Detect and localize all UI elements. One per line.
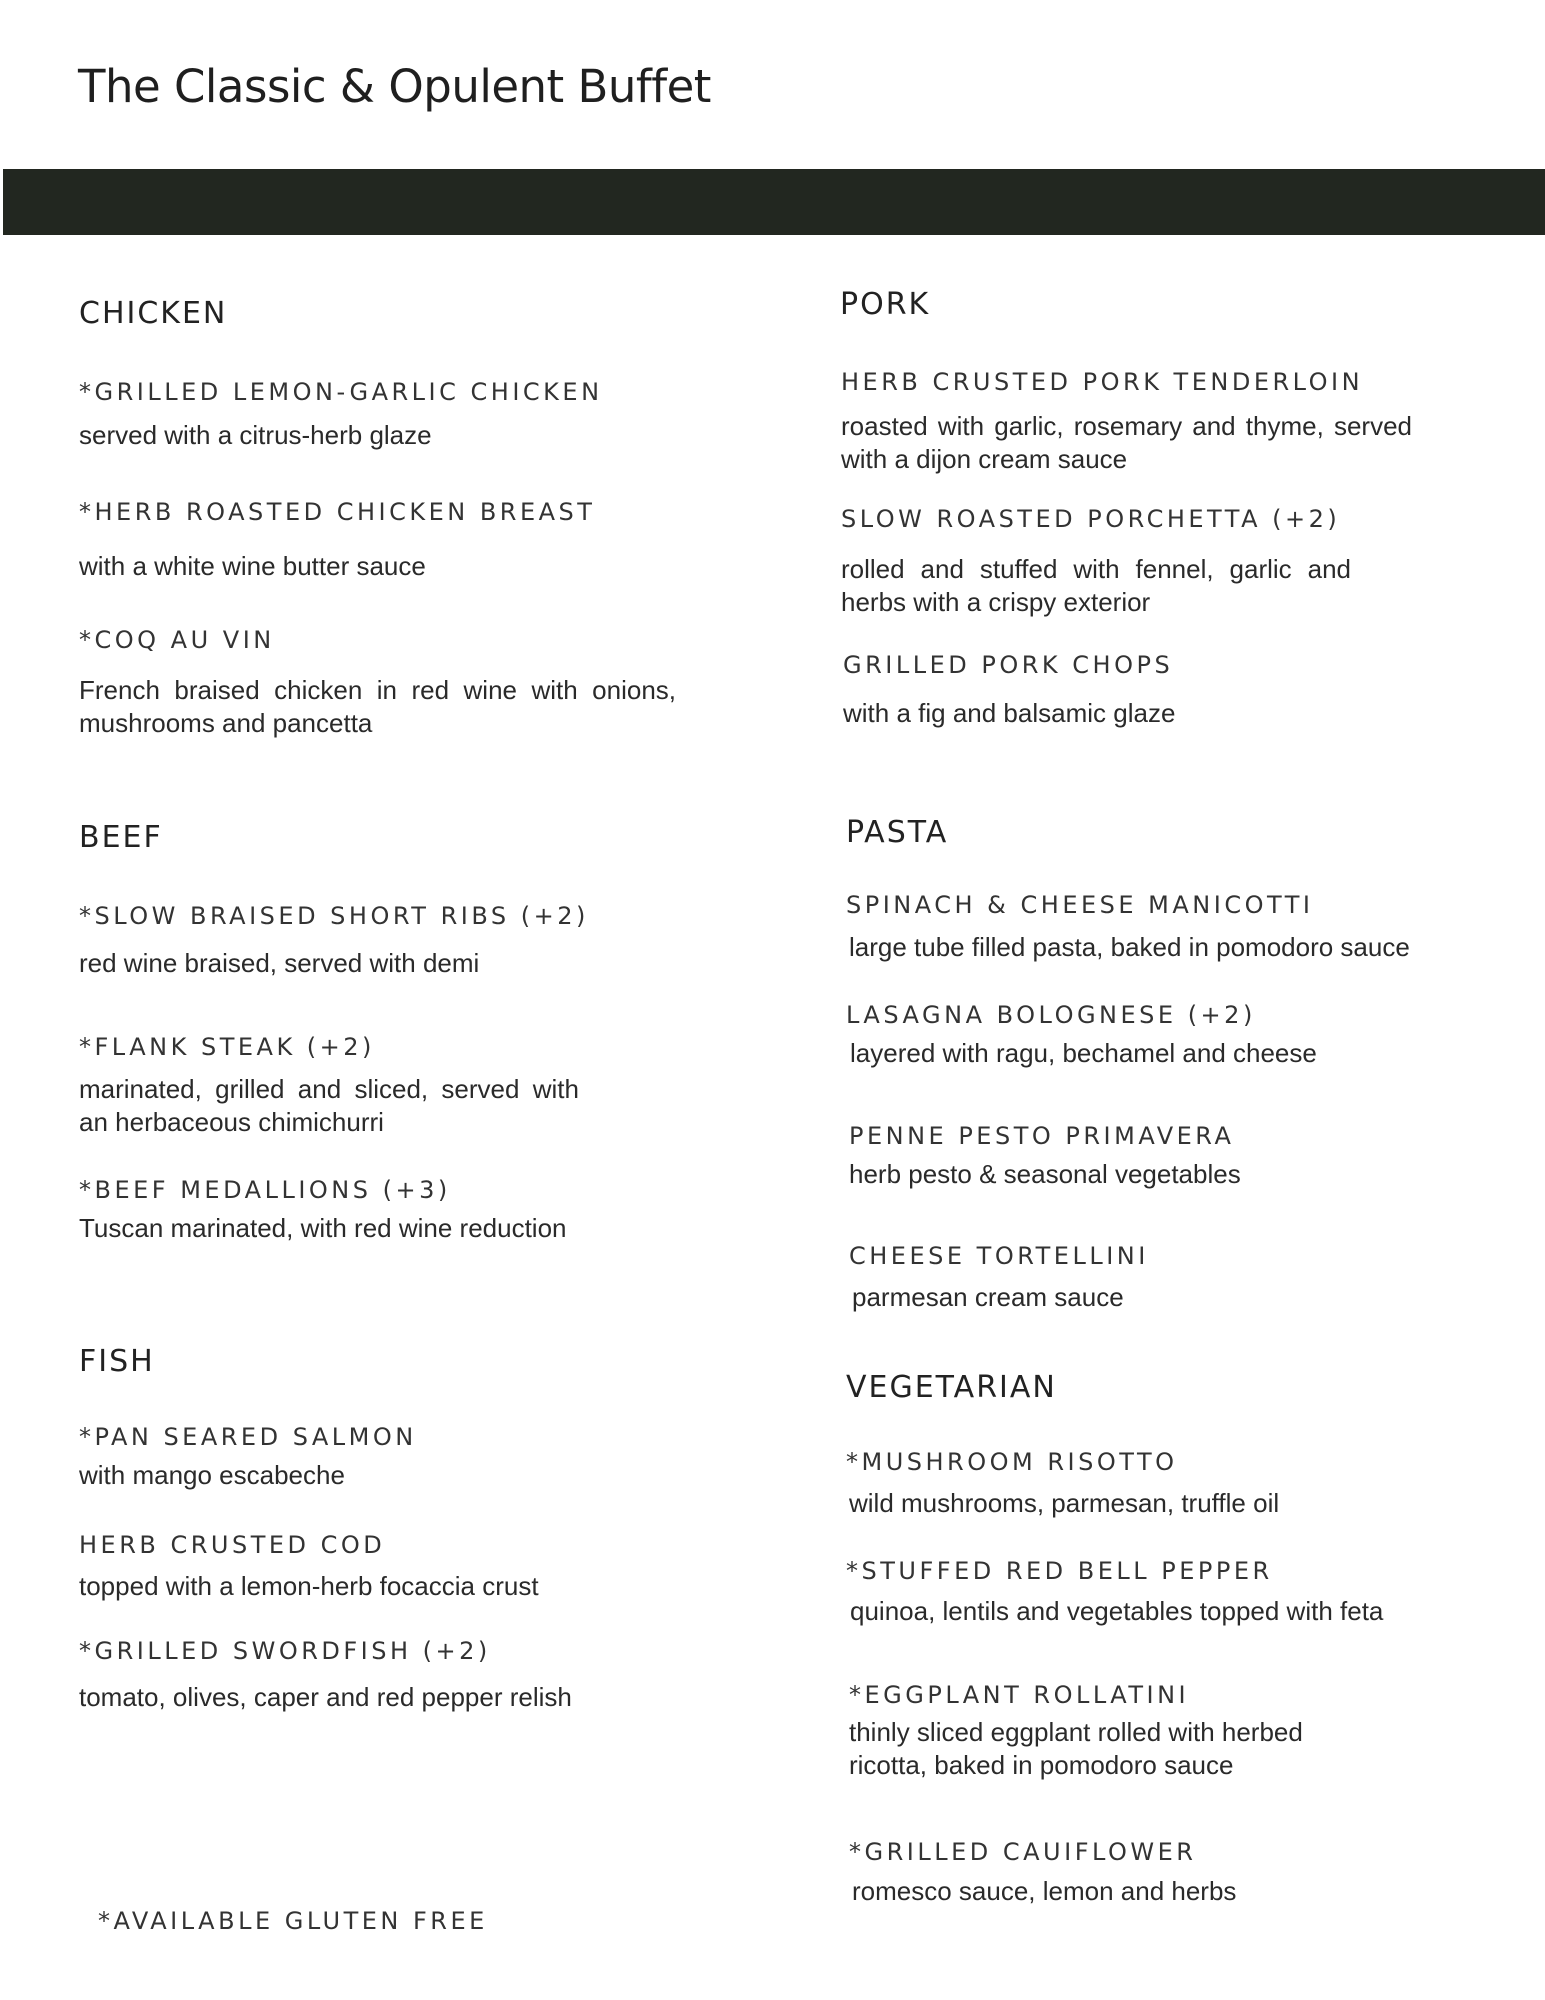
menu-item-description: herb pesto & seasonal vegetables — [849, 1159, 1241, 1189]
menu-item-description: large tube filled pasta, baked in pomodoro sauce — [849, 932, 1410, 962]
menu-item-description: French braised chicken in red wine with onions, mushrooms and pancetta — [79, 675, 676, 738]
section-heading-vegetarian: VEGETARIAN — [846, 1370, 1057, 1405]
menu-item-name: GRILLED PORK CHOPS — [843, 651, 1174, 679]
menu-item-name: SLOW ROASTED PORCHETTA (+2) — [841, 505, 1341, 533]
menu-item-description: with a fig and balsamic glaze — [843, 698, 1176, 728]
menu-item-name: *MUSHROOM RISOTTO — [846, 1448, 1178, 1476]
gluten-free-footnote: *AVAILABLE GLUTEN FREE — [98, 1907, 488, 1935]
menu-item-name: *GRILLED CAUIFLOWER — [849, 1838, 1197, 1866]
menu-item-description: Tuscan marinated, with red wine reduction — [79, 1213, 567, 1243]
section-heading-pork: PORK — [840, 287, 931, 322]
menu-item-description: topped with a lemon-herb focaccia crust — [79, 1571, 539, 1601]
menu-item-name: *STUFFED RED BELL PEPPER — [846, 1557, 1273, 1585]
menu-item-name: *BEEF MEDALLIONS (+3) — [79, 1176, 451, 1204]
menu-item-name: *HERB ROASTED CHICKEN BREAST — [79, 498, 596, 526]
menu-item-description: red wine braised, served with demi — [79, 948, 480, 978]
section-heading-fish: FISH — [79, 1344, 155, 1379]
menu-item-name: PENNE PESTO PRIMAVERA — [849, 1122, 1235, 1150]
menu-item-description: with mango escabeche — [79, 1460, 345, 1490]
section-heading-beef: BEEF — [79, 820, 163, 855]
menu-item-name: CHEESE TORTELLINI — [849, 1242, 1149, 1270]
menu-item-description: thinly sliced eggplant rolled with herbed ricotta, baked in pomodoro sauce — [849, 1717, 1303, 1780]
menu-item-description: layered with ragu, bechamel and cheese — [850, 1038, 1317, 1068]
menu-item-name: SPINACH & CHEESE MANICOTTI — [846, 891, 1314, 919]
menu-item-description: romesco sauce, lemon and herbs — [852, 1876, 1237, 1906]
menu-item-description: with a white wine butter sauce — [79, 551, 426, 581]
menu-item-name: LASAGNA BOLOGNESE (+2) — [846, 1001, 1256, 1029]
section-heading-pasta: PASTA — [846, 815, 949, 850]
header-band — [3, 169, 1545, 235]
menu-item-name: HERB CRUSTED PORK TENDERLOIN — [841, 368, 1364, 396]
menu-item-name: *PAN SEARED SALMON — [79, 1423, 417, 1451]
menu-item-name: *EGGPLANT ROLLATINI — [849, 1681, 1190, 1709]
menu-item-description: marinated, grilled and sliced, served with an herbaceous chimichurri — [79, 1074, 579, 1137]
menu-item-description: roasted with garlic, rosemary and thyme, served with a dijon cream sauce — [841, 411, 1412, 474]
menu-item-name: HERB CRUSTED COD — [79, 1531, 386, 1559]
menu-item-description: wild mushrooms, parmesan, truffle oil — [849, 1488, 1280, 1518]
menu-item-description: rolled and stuffed with fennel, garlic and herbs with a crispy exterior — [841, 554, 1351, 617]
page-title: The Classic & Opulent Buffet — [78, 60, 711, 113]
menu-item-name: *GRILLED LEMON-GARLIC CHICKEN — [79, 378, 603, 406]
menu-item-name: *FLANK STEAK (+2) — [79, 1033, 375, 1061]
menu-item-name: *SLOW BRAISED SHORT RIBS (+2) — [79, 902, 589, 930]
menu-item-name: *COQ AU VIN — [79, 626, 275, 654]
menu-item-description: served with a citrus-herb glaze — [79, 420, 432, 450]
menu-item-name: *GRILLED SWORDFISH (+2) — [79, 1637, 491, 1665]
section-heading-chicken: CHICKEN — [79, 296, 228, 331]
menu-item-description: parmesan cream sauce — [852, 1282, 1124, 1312]
menu-item-description: quinoa, lentils and vegetables topped with feta — [850, 1596, 1384, 1626]
menu-item-description: tomato, olives, caper and red pepper relish — [79, 1682, 572, 1712]
